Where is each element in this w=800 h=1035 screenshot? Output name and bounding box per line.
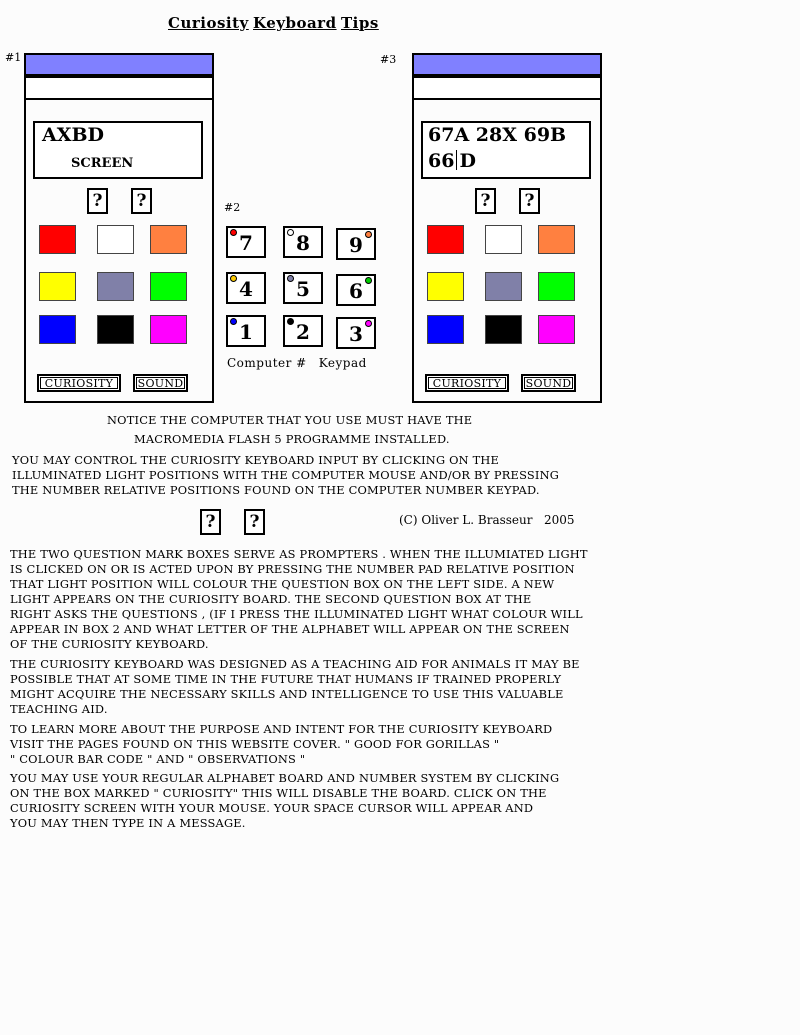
- keypad-key-4[interactable]: 4: [226, 272, 266, 304]
- color-key-grey[interactable]: [485, 272, 522, 301]
- screen-text-line2: SCREEN: [71, 156, 134, 171]
- curiosity-button[interactable]: CURIOSITY: [37, 374, 121, 392]
- sound-button[interactable]: SOUND: [521, 374, 576, 392]
- paragraph-line: THE CURIOSITY KEYBOARD WAS DESIGNED AS A TEACHING AID FOR ANIMALS IT MAY BE: [10, 657, 580, 671]
- color-key-black[interactable]: [485, 315, 522, 344]
- keypad-key-1[interactable]: 1: [226, 315, 266, 347]
- paragraph-line: RIGHT ASKS THE QUESTIONS , (IF I PRESS THE ILLUMINATED LIGHT WHAT COLOUR WILL: [10, 607, 583, 621]
- screen-text-line1: AXBD: [42, 124, 105, 146]
- keypad-key-8[interactable]: 8: [283, 226, 323, 258]
- alphabet-board-paragraph: [10, 771, 559, 831]
- key-light-dot: [287, 229, 294, 236]
- keypad-caption: [227, 356, 367, 370]
- title-word-keyboard: Keyboard: [253, 14, 337, 32]
- panel-3-label: #3: [380, 53, 397, 66]
- paragraph-line: POSSIBLE THAT AT SOME TIME IN THE FUTURE THAT HUMANS IF TRAINED PROPERLY: [10, 672, 562, 686]
- paragraph-line: VISIT THE PAGES FOUND ON THIS WEBSITE COVER. " GOOD FOR GORILLAS ": [10, 737, 500, 751]
- curiosity-keyboard-panel-1: [24, 53, 214, 403]
- paragraph-line: TEACHING AID.: [10, 702, 108, 716]
- notice-line-1: NOTICE THE COMPUTER THAT YOU USE MUST HAVE THE: [107, 413, 473, 427]
- paragraph-line: CURIOSITY SCREEN WITH YOUR MOUSE. YOUR SPACE CURSOR WILL APPEAR AND: [10, 801, 534, 815]
- curiosity-keyboard-panel-3: [412, 53, 602, 403]
- paragraph-line: ON THE BOX MARKED " CURIOSITY" THIS WILL DISABLE THE BOARD. CLICK ON THE: [10, 786, 547, 800]
- key-light-dot: [230, 318, 237, 325]
- number-keypad: [226, 226, 376, 351]
- screen-text-line2: [428, 150, 476, 172]
- color-key-black[interactable]: [97, 315, 134, 344]
- color-key-white[interactable]: [97, 225, 134, 254]
- curiosity-button[interactable]: CURIOSITY: [425, 374, 509, 392]
- color-key-white[interactable]: [485, 225, 522, 254]
- key-light-dot: [230, 229, 237, 236]
- color-key-blue[interactable]: [427, 315, 464, 344]
- prompter-paragraph: [10, 547, 588, 652]
- keypad-key-5[interactable]: 5: [283, 272, 323, 304]
- color-key-red[interactable]: [39, 225, 76, 254]
- paragraph-line: LIGHT APPEARS ON THE CURIOSITY BOARD. THE SECOND QUESTION BOX AT THE: [10, 592, 532, 606]
- paragraph-line: THE TWO QUESTION MARK BOXES SERVE AS PROMPTERS . WHEN THE ILLUMIATED LIGHT: [10, 547, 588, 561]
- title-bar: [26, 55, 212, 76]
- text-cursor: [456, 150, 457, 170]
- paragraph-line: MIGHT ACQUIRE THE NECESSARY SKILLS AND INTELLIGENCE TO USE THIS VALUABLE: [10, 687, 564, 701]
- panel-1-label: #1: [5, 51, 22, 64]
- screen-text-line1: 67A 28X 69B: [428, 124, 567, 146]
- control-line-2: ILLUMINATED LIGHT POSITIONS WITH THE COMPUTER MOUSE AND/OR BY PRESSING: [12, 468, 560, 482]
- question-box-left: ?: [475, 188, 496, 214]
- screen-text-letter: D: [459, 150, 476, 172]
- keypad-key-2[interactable]: 2: [283, 315, 323, 347]
- key-light-dot: [365, 277, 372, 284]
- control-line-1: YOU MAY CONTROL THE CURIOSITY KEYBOARD INPUT BY CLICKING ON THE: [12, 453, 500, 467]
- paragraph-line: IS CLICKED ON OR IS ACTED UPON BY PRESSING THE NUMBER PAD RELATIVE POSITION: [10, 562, 575, 576]
- panel-2-label: #2: [224, 201, 241, 214]
- title-word-tips: Tips: [341, 14, 379, 32]
- keypad-key-9[interactable]: 9: [336, 228, 376, 260]
- keypad-caption-b: Keypad: [318, 356, 367, 370]
- keypad-key-7[interactable]: 7: [226, 226, 266, 258]
- key-light-dot: [230, 275, 237, 282]
- keypad-caption-a: Computer #: [227, 356, 307, 370]
- key-light-dot: [365, 320, 372, 327]
- color-key-magenta[interactable]: [538, 315, 575, 344]
- question-box-right: ?: [131, 188, 152, 214]
- control-line-3: THE NUMBER RELATIVE POSITIONS FOUND ON THE COMPUTER NUMBER KEYPAD.: [12, 483, 540, 497]
- prompt-question-box-1: ?: [200, 509, 221, 535]
- prompt-question-box-2: ?: [244, 509, 265, 535]
- key-light-dot: [287, 318, 294, 325]
- title-word-curiosity: Curiosity: [168, 14, 249, 32]
- paragraph-line: OF THE CURIOSITY KEYBOARD.: [10, 637, 209, 651]
- sound-button[interactable]: SOUND: [133, 374, 188, 392]
- color-key-yellow[interactable]: [39, 272, 76, 301]
- keypad-key-6[interactable]: 6: [336, 274, 376, 306]
- color-key-green[interactable]: [538, 272, 575, 301]
- question-box-right: ?: [519, 188, 540, 214]
- title-bar: [414, 55, 600, 76]
- color-key-green[interactable]: [150, 272, 187, 301]
- keypad-key-3[interactable]: 3: [336, 317, 376, 349]
- notice-line-2: MACROMEDIA FLASH 5 PROGRAMME INSTALLED.: [134, 432, 450, 446]
- color-key-magenta[interactable]: [150, 315, 187, 344]
- curiosity-screen[interactable]: [33, 121, 203, 179]
- screen-text-number: 66: [428, 150, 455, 172]
- color-key-blue[interactable]: [39, 315, 76, 344]
- text-input-strip[interactable]: [414, 76, 600, 100]
- question-box-left: ?: [87, 188, 108, 214]
- design-paragraph: [10, 657, 580, 717]
- learn-more-paragraph: [10, 722, 552, 767]
- paragraph-line: TO LEARN MORE ABOUT THE PURPOSE AND INTENT FOR THE CURIOSITY KEYBOARD: [10, 722, 553, 736]
- color-key-orange[interactable]: [150, 225, 187, 254]
- paragraph-line: YOU MAY USE YOUR REGULAR ALPHABET BOARD AND NUMBER SYSTEM BY CLICKING: [10, 771, 560, 785]
- paragraph-line: THAT LIGHT POSITION WILL COLOUR THE QUESTION BOX ON THE LEFT SIDE. A NEW: [10, 577, 555, 591]
- key-light-dot: [287, 275, 294, 282]
- paragraph-line: YOU MAY THEN TYPE IN A MESSAGE.: [10, 816, 246, 830]
- color-key-yellow[interactable]: [427, 272, 464, 301]
- copyright-notice: (C) Oliver L. Brasseur 2005: [399, 513, 575, 527]
- curiosity-screen[interactable]: [421, 121, 591, 179]
- color-key-red[interactable]: [427, 225, 464, 254]
- text-input-strip[interactable]: [26, 76, 212, 100]
- paragraph-line: APPEAR IN BOX 2 AND WHAT LETTER OF THE ALPHABET WILL APPEAR ON THE SCREEN: [10, 622, 570, 636]
- color-key-orange[interactable]: [538, 225, 575, 254]
- paragraph-line: " COLOUR BAR CODE " AND " OBSERVATIONS ": [10, 752, 306, 766]
- key-light-dot: [365, 231, 372, 238]
- color-key-grey[interactable]: [97, 272, 134, 301]
